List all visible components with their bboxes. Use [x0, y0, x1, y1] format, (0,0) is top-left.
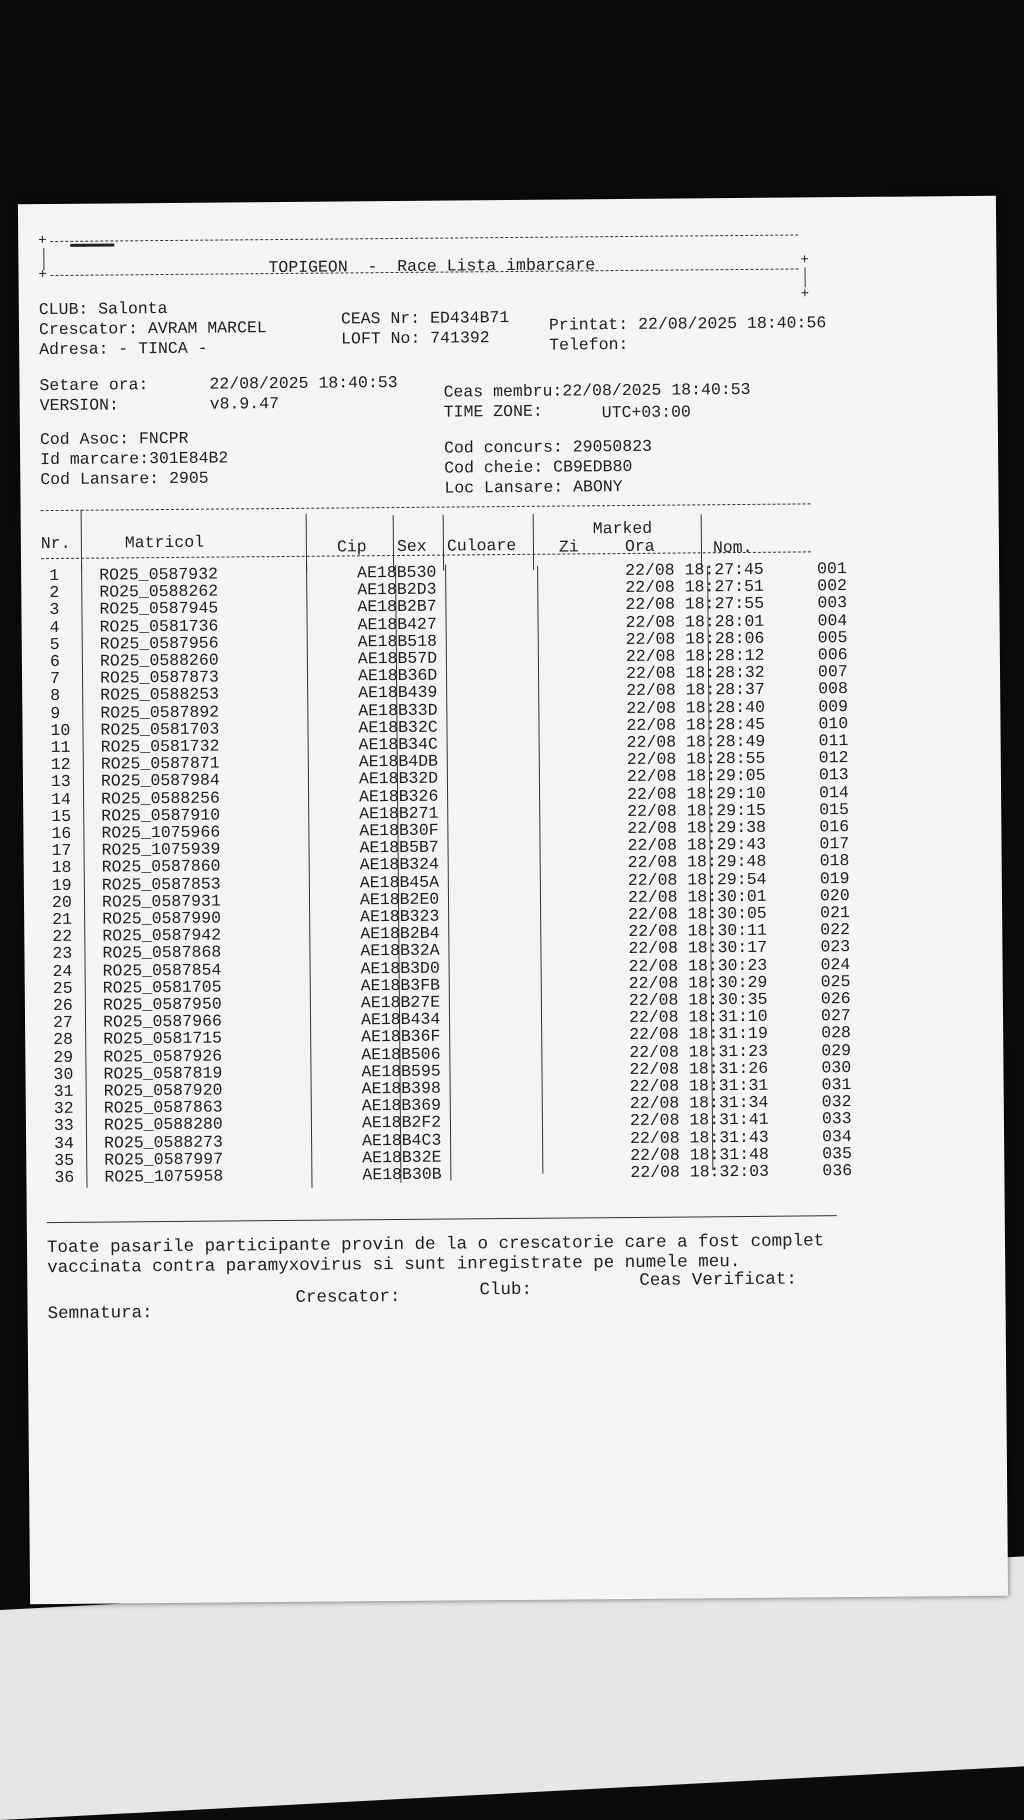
row-ora: 18:28:40 — [685, 697, 766, 718]
cod-lansare-field: Cod Lansare: 2905 — [40, 468, 209, 490]
row-nr: 18 — [51, 858, 72, 878]
row-cip: AE18B518 — [357, 631, 438, 652]
row-matricol: RO25_0588273 — [104, 1132, 224, 1153]
row-ora: 18:29:48 — [687, 852, 767, 872]
row-nom: 006 — [817, 645, 848, 665]
statement-line-1: Toate pasarile participante provin de la o crescatorie care a fost complet — [46, 1231, 825, 1259]
row-nom: 014 — [818, 782, 849, 802]
row-nom: 025 — [820, 971, 851, 992]
row-matricol: RO25_0581736 — [99, 616, 219, 637]
row-matricol: RO25_0587871 — [100, 753, 220, 774]
pen-mark — [70, 243, 114, 246]
row-nr: 31 — [53, 1081, 74, 1102]
row-ora: 18:30:01 — [687, 886, 767, 907]
row-nr: 30 — [53, 1064, 74, 1084]
row-cip: AE18B32C — [358, 717, 438, 738]
loc-lansare-field: Loc Lansare: ABONY — [444, 477, 623, 498]
row-ora: 18:28:55 — [686, 748, 766, 769]
row-zi: 22/08 — [629, 1042, 679, 1062]
row-cip: AE18B398 — [361, 1078, 441, 1099]
row-matricol: RO25_0587819 — [103, 1063, 223, 1084]
row-nr: 34 — [54, 1133, 74, 1153]
box-corner: + — [800, 286, 810, 303]
row-nom: 011 — [818, 731, 849, 751]
row-nom: 012 — [818, 748, 849, 768]
row-zi: 22/08 — [629, 1093, 680, 1114]
row-zi: 22/08 — [625, 646, 676, 667]
row-cip: AE18B506 — [361, 1044, 441, 1064]
row-matricol: RO25_0587853 — [101, 874, 221, 895]
row-ora: 18:28:49 — [685, 731, 766, 752]
crescator-signature-label: Crescator: — [295, 1286, 401, 1308]
row-nom: 021 — [820, 903, 850, 923]
row-matricol: RO25_1075958 — [104, 1166, 224, 1187]
row-nr: 23 — [52, 944, 73, 964]
row-matricol: RO25_0588262 — [99, 581, 219, 602]
row-nr: 19 — [51, 875, 72, 895]
cod-asoc-field: Cod Asoc: FNCPR — [39, 428, 189, 450]
row-nr: 3 — [49, 600, 60, 620]
row-cip: AE18B32A — [360, 941, 440, 961]
row-ora: 18:29:05 — [686, 766, 766, 786]
row-matricol: RO25_0588280 — [103, 1114, 223, 1135]
row-matricol: RO25_0587931 — [101, 891, 221, 912]
row-nr: 6 — [49, 651, 60, 672]
row-nr: 13 — [50, 772, 71, 792]
row-cip: AE18B3FB — [360, 975, 441, 996]
box-corner: + — [800, 252, 809, 269]
row-zi: 22/08 — [630, 1145, 680, 1165]
row-nom: 026 — [820, 989, 851, 1009]
row-matricol: RO25_0587910 — [101, 805, 221, 826]
row-cip: AE18B3D0 — [360, 958, 440, 978]
row-ora: 18:31:23 — [688, 1041, 769, 1062]
row-zi: 22/08 — [629, 1076, 680, 1096]
row-matricol: RO25_0587932 — [99, 564, 219, 585]
row-nom: 017 — [819, 834, 850, 854]
semnatura-label: Semnatura: — [47, 1303, 153, 1325]
row-ora: 18:28:37 — [685, 680, 765, 700]
row-nr: 24 — [52, 961, 73, 981]
row-nr: 14 — [51, 789, 71, 809]
row-matricol: RO25_0587920 — [103, 1080, 223, 1101]
row-matricol: RO25_0581715 — [103, 1028, 223, 1049]
header-sex: Sex — [396, 536, 427, 556]
row-ora: 18:31:43 — [689, 1127, 769, 1148]
row-ora: 18:31:48 — [689, 1144, 769, 1165]
row-zi: 22/08 — [627, 801, 677, 821]
row-nr: 28 — [53, 1030, 74, 1050]
row-zi: 22/08 — [626, 732, 677, 753]
row-nr: 29 — [53, 1047, 74, 1067]
row-nom: 028 — [821, 1023, 851, 1043]
row-cip: AE18B434 — [360, 1009, 441, 1030]
row-ora: 18:28:32 — [685, 662, 765, 683]
row-cip: AE18B271 — [359, 803, 439, 824]
telefon-field: Telefon: — [549, 334, 629, 355]
row-nom: 035 — [822, 1143, 853, 1164]
header-matricol: Matricol — [124, 532, 205, 553]
row-zi: 22/08 — [629, 1128, 680, 1148]
row-zi: 22/08 — [630, 1162, 680, 1182]
box-corner: + — [38, 267, 48, 284]
ceas-verificat-label: Ceas Verificat: — [639, 1269, 797, 1291]
row-zi: 22/08 — [625, 577, 675, 598]
row-cip: AE18B369 — [361, 1095, 442, 1116]
row-zi: 22/08 — [625, 594, 676, 615]
row-matricol: RO25_0587926 — [103, 1046, 223, 1067]
row-nom: 033 — [821, 1109, 852, 1129]
row-cip: AE18B32D — [358, 769, 439, 789]
row-zi: 22/08 — [626, 698, 676, 718]
row-cip: AE18B324 — [359, 855, 439, 875]
row-ora: 18:28:06 — [685, 628, 765, 649]
row-matricol: RO25_0587854 — [102, 960, 222, 981]
page-title: TOPIGEON - Race Lista imbarcare — [268, 255, 596, 278]
adresa-field: Adresa: - TINCA - — [39, 338, 208, 360]
row-ora: 18:31:19 — [688, 1024, 768, 1044]
row-nom: 031 — [821, 1075, 852, 1095]
row-matricol: RO25_0587956 — [99, 633, 219, 654]
row-zi: 22/08 — [626, 749, 677, 770]
row-zi: 22/08 — [627, 887, 678, 907]
printat-field: Printat: 22/08/2025 18:40:56 — [548, 313, 827, 335]
row-ora: 18:30:11 — [687, 920, 767, 941]
header-zi: Zi — [558, 537, 579, 557]
row-nr: 7 — [49, 669, 61, 689]
row-zi: 22/08 — [625, 663, 676, 684]
header-culoare: Culoare — [446, 535, 517, 556]
row-ora: 18:31:41 — [689, 1110, 769, 1130]
row-ora: 18:30:17 — [687, 938, 768, 958]
row-nom: 003 — [817, 593, 848, 613]
row-nr: 21 — [52, 909, 73, 930]
row-ora: 18:29:43 — [686, 834, 767, 855]
row-zi: 22/08 — [627, 818, 677, 838]
row-cip: AE18B2D3 — [357, 579, 437, 600]
row-zi: 22/08 — [627, 852, 678, 873]
col-divider — [81, 510, 83, 570]
row-zi: 22/08 — [628, 1007, 679, 1028]
row-matricol: RO25_0587942 — [102, 925, 222, 946]
time-zone-label: TIME ZONE: — [443, 401, 543, 422]
ceas-membru-field: Ceas membru:22/08/2025 18:40:53 — [443, 379, 751, 402]
row-cip: AE18B2E0 — [359, 889, 440, 910]
title-box-right — [804, 267, 805, 287]
cod-cheie-field: Cod cheie: CB9EDB80 — [444, 456, 633, 478]
row-zi: 22/08 — [628, 956, 679, 976]
row-cip: AE18B427 — [357, 614, 437, 634]
time-zone-value: UTC+03:00 — [601, 402, 691, 423]
row-nom: 005 — [817, 627, 848, 648]
row-ora: 18:29:54 — [687, 869, 767, 890]
header-cip: Cip — [336, 537, 367, 557]
version-label: VERSION: — [39, 395, 119, 416]
row-zi: 22/08 — [629, 1059, 680, 1079]
row-cip: AE18B30F — [359, 820, 439, 841]
row-zi: 22/08 — [628, 921, 678, 942]
row-matricol: RO25_0581732 — [100, 736, 220, 757]
row-zi: 22/08 — [626, 766, 677, 787]
header-marked: Marked — [592, 518, 653, 539]
row-matricol: RO25_0587966 — [102, 1011, 222, 1032]
row-ora: 18:28:45 — [685, 714, 766, 735]
row-nr: 17 — [51, 841, 72, 861]
row-nr: 15 — [51, 806, 72, 826]
row-cip: AE18B36F — [361, 1027, 441, 1047]
row-nom: 023 — [820, 937, 851, 957]
row-ora: 18:30:23 — [687, 955, 768, 976]
row-cip: AE18B2B7 — [357, 597, 437, 617]
row-nom: 008 — [818, 679, 848, 699]
row-nr: 27 — [52, 1013, 73, 1033]
row-cip: AE18B57D — [357, 648, 438, 669]
row-nom: 007 — [817, 662, 848, 682]
row-zi: 22/08 — [628, 904, 678, 924]
row-ora: 18:28:12 — [685, 645, 765, 666]
row-cip: AE18B2B4 — [360, 923, 440, 944]
row-ora: 18:29:10 — [686, 783, 766, 804]
row-matricol: RO25_0587892 — [100, 702, 220, 723]
statement-line-2: vaccinata contra paramyxovirus si sunt inregistrate pe numele meu. — [47, 1252, 741, 1279]
printed-sheet — [18, 196, 1008, 1604]
box-corner: + — [38, 233, 47, 250]
row-nom: 036 — [822, 1161, 853, 1181]
row-ora: 18:31:10 — [688, 1006, 768, 1027]
row-cip: AE18B2F2 — [361, 1113, 442, 1133]
row-nom: 018 — [819, 851, 850, 871]
row-nom: 032 — [821, 1092, 852, 1112]
row-nom: 016 — [819, 817, 850, 837]
row-ora: 18:27:51 — [684, 576, 764, 597]
row-ora: 18:30:29 — [688, 972, 768, 993]
row-cip: AE18B4DB — [358, 751, 439, 772]
row-ora: 18:32:03 — [689, 1161, 770, 1182]
row-nom: 020 — [819, 885, 850, 906]
row-matricol: RO25_0587997 — [104, 1149, 224, 1170]
row-matricol: RO25_0588260 — [99, 650, 219, 671]
row-nom: 001 — [817, 559, 847, 579]
row-zi: 22/08 — [626, 715, 677, 735]
row-zi: 22/08 — [625, 629, 676, 649]
row-matricol: RO25_0581705 — [102, 977, 222, 998]
setare-ora-value: 22/08/2025 18:40:53 — [209, 372, 398, 394]
row-nr: 5 — [49, 634, 60, 654]
row-nom: 015 — [819, 799, 850, 820]
row-zi: 22/08 — [629, 1024, 679, 1045]
row-nr: 22 — [52, 927, 73, 947]
row-nr: 16 — [51, 823, 72, 844]
version-value: v8.9.47 — [209, 394, 280, 414]
row-nom: 030 — [821, 1057, 852, 1078]
row-zi: 22/08 — [628, 973, 679, 993]
row-ora: 18:27:45 — [684, 559, 764, 580]
row-nr: 9 — [50, 703, 61, 723]
row-cip: AE18B5B7 — [359, 837, 439, 858]
footer-divider — [47, 1215, 837, 1223]
row-nom: 022 — [820, 920, 851, 940]
ceas-nr-field: CEAS Nr: ED434B71 — [340, 308, 510, 329]
row-ora: 18:31:26 — [688, 1058, 769, 1079]
row-matricol: RO25_0587950 — [102, 994, 222, 1015]
header-ora: Ora — [624, 536, 655, 557]
row-zi: 22/08 — [628, 990, 679, 1010]
row-zi: 22/08 — [627, 870, 678, 890]
row-zi: 22/08 — [627, 835, 678, 856]
row-matricol: RO25_1075939 — [101, 839, 221, 860]
row-nr: 12 — [50, 755, 71, 775]
row-matricol: RO25_0587873 — [99, 667, 219, 688]
row-matricol: RO25_0588256 — [101, 788, 221, 809]
row-cip: AE18B595 — [361, 1061, 441, 1082]
row-nom: 010 — [818, 713, 849, 734]
table-header-top — [41, 503, 811, 511]
row-cip: AE18B34C — [358, 734, 438, 755]
row-cip: AE18B530 — [357, 562, 437, 583]
row-cip: AE18B27E — [360, 992, 441, 1013]
row-nom: 029 — [821, 1040, 852, 1060]
row-nom: 009 — [818, 696, 849, 716]
row-nr: 26 — [52, 995, 73, 1016]
row-nr: 1 — [49, 565, 60, 586]
row-cip: AE18B36D — [357, 665, 438, 686]
row-cip: AE18B45A — [359, 872, 440, 892]
row-matricol: RO25_0587990 — [102, 908, 222, 929]
id-marcare-field: Id marcare:301E84B2 — [40, 448, 229, 470]
row-nom: 004 — [817, 610, 848, 630]
row-nr: 8 — [50, 686, 61, 706]
row-nr: 32 — [53, 1099, 74, 1119]
header-nr: Nr. — [40, 533, 71, 554]
row-nom: 024 — [820, 954, 851, 974]
row-zi: 22/08 — [626, 680, 676, 701]
row-matricol: RO25_1075966 — [101, 822, 221, 843]
row-matricol: RO25_0587860 — [101, 856, 221, 877]
row-cip: AE18B439 — [358, 683, 438, 703]
club-field: CLUB: Salonta — [38, 298, 168, 320]
row-ora: 18:28:01 — [684, 611, 765, 632]
row-nr: 35 — [54, 1150, 75, 1170]
row-ora: 18:31:34 — [689, 1092, 769, 1113]
row-matricol: RO25_0588253 — [100, 684, 220, 705]
title-box-top — [50, 234, 798, 242]
row-zi: 22/08 — [629, 1110, 680, 1131]
header-nom: Nom. — [712, 537, 753, 558]
row-marked-time — [630, 1162, 769, 1183]
row-nr: 10 — [50, 720, 71, 740]
row-cip: AE18B30B — [362, 1164, 442, 1185]
row-matricol: RO25_0587945 — [99, 598, 219, 619]
row-cip: AE18B326 — [359, 786, 439, 806]
crescator-field: Crescator: AVRAM MARCEL — [38, 318, 267, 340]
row-ora: 18:29:15 — [686, 800, 766, 821]
row-ora: 18:29:38 — [686, 817, 767, 838]
row-cip: AE18B32E — [362, 1147, 442, 1168]
row-nr: 11 — [50, 737, 71, 758]
row-nom: 019 — [819, 868, 850, 888]
row-ora: 18:30:05 — [687, 903, 767, 924]
row-nr: 20 — [51, 892, 72, 912]
row-matricol: RO25_0581703 — [100, 719, 220, 740]
row-nr: 25 — [52, 978, 73, 998]
row-zi: 22/08 — [626, 784, 677, 804]
row-nom: 034 — [821, 1126, 852, 1146]
row-ora: 18:30:35 — [688, 989, 768, 1010]
row-cip: AE18B4C3 — [362, 1130, 442, 1150]
row-zi: 22/08 — [625, 560, 675, 581]
row-nom: 013 — [818, 765, 849, 785]
row-matricol: RO25_0587868 — [102, 942, 222, 963]
row-nr: 2 — [49, 583, 60, 603]
row-zi: 22/08 — [625, 612, 676, 632]
club-signature-label: Club: — [479, 1279, 533, 1301]
row-zi: 22/08 — [628, 938, 679, 959]
row-nom: 002 — [817, 576, 848, 596]
cod-concurs-field: Cod concurs: 29050823 — [443, 436, 653, 458]
row-ora: 18:31:31 — [688, 1075, 769, 1096]
row-nr: 33 — [53, 1116, 74, 1136]
row-nr: 4 — [49, 617, 60, 637]
row-ora: 18:27:55 — [684, 594, 765, 614]
row-cip: AE18B33D — [358, 700, 438, 720]
row-nom: 027 — [820, 1006, 851, 1026]
row-matricol: RO25_0587863 — [103, 1097, 223, 1118]
row-nr: 36 — [54, 1167, 75, 1188]
row-cip: AE18B323 — [360, 906, 440, 927]
loft-no-field: LOFT No: 741392 — [341, 328, 490, 349]
row-matricol: RO25_0587984 — [100, 770, 220, 791]
setare-ora-label: Setare ora: — [39, 375, 149, 396]
